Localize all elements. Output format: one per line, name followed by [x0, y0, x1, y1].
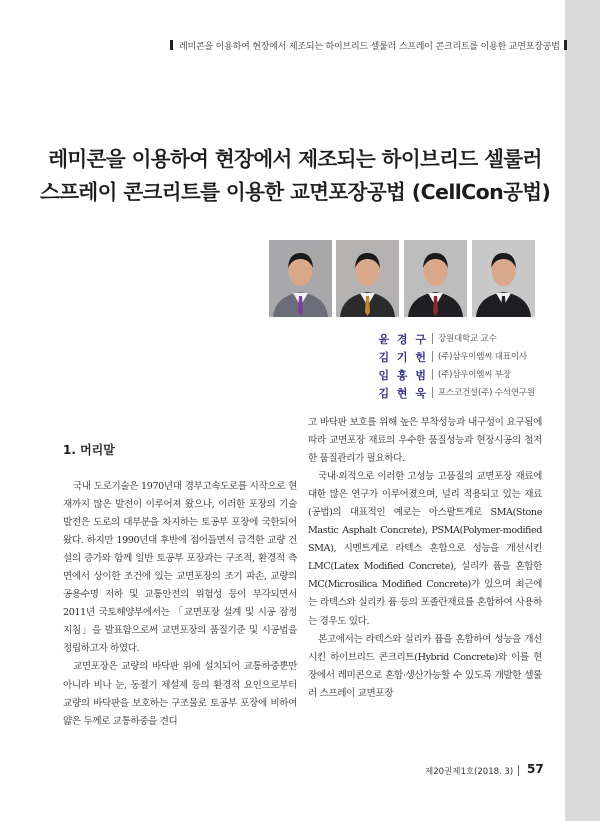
page-edge-strip: [565, 0, 600, 821]
body-paragraph: 국내 도로기술은 1970년대 경부고속도로를 시작으로 현재까지 많은 발전이 이루어져 왔으나, 이러한 포장의 기술 발전은 도로의 대부분을 차지하는 토공부 포장에 국한되어 왔다. 하지만 1990년대 후반에 접어들면서 급격한 교량 건설의 증가와 함께 일반 토공부 포장과는 구조적, 환경적 측면에서 상이한 조건에 있는 교면포장의 조기 파손, 교량의 공용수명 저하 및 교통안전의 위험성 등이 부각되면서 2011년 국토해양부에서는 「교면포장 설계 및 시공 잠정지침」을 발표함으로써 교면포장의 품질기준 및 시공법을 정립하고자 하였다.: [63, 481, 297, 655]
running-header: [170, 39, 565, 52]
author-entry: [330, 349, 570, 367]
author-name: 윤 경 구: [378, 333, 428, 346]
page-number: 57: [527, 762, 544, 776]
author-divider: [432, 333, 433, 344]
author-photo-2: [336, 240, 399, 317]
running-header-text: 레미콘을 이용하여 현장에서 제조되는 하이브리드 셀룰러 스프레이 콘크리트를 이용한 교면포장공법: [179, 42, 560, 52]
author-entry: [330, 331, 570, 349]
author-affiliation: 포스코건설(주) 수석연구원: [438, 388, 535, 398]
author-entry: [330, 367, 570, 385]
portrait-icon: [269, 240, 332, 317]
portrait-icon: [404, 240, 467, 317]
author-affiliation: (주)삼우이엠씨 대표이사: [438, 352, 527, 362]
author-name: 김 기 헌: [378, 351, 428, 364]
article-title-line-2: 스프레이 콘크리트를 이용한 교면포장공법 (CellCon공법): [40, 180, 551, 204]
body-paragraph: 고 바닥판 보호를 위해 높은 부착성능과 내구성이 요구됨에 따라 교면포장 재료의 우수한 품질성능과 현장시공의 철저한 품질관리가 필요하다.: [308, 417, 542, 465]
author-divider: [432, 387, 433, 398]
author-name: 김 현 욱: [378, 387, 428, 400]
portrait-icon: [336, 240, 399, 317]
author-divider: [432, 351, 433, 362]
article-title-line-1: 레미콘을 이용하여 현장에서 제조되는 하이브리드 셀룰러: [48, 147, 542, 171]
author-photo-1: [269, 240, 332, 317]
author-affiliation: (주)삼우이엠씨 부장: [438, 370, 511, 380]
body-paragraph: 본고에서는 라텍스와 실리카 퓸을 혼합하여 성능을 개선시킨 하이브리드 콘크리트(Hybrid Concrete)와 이를 현장에서 레미콘으로 혼합·생산가능할 수 있도록 개발한 셀룰러 스프레이 교면포장: [308, 633, 542, 699]
body-column-left: [63, 478, 297, 731]
section-heading: 1. 머리말: [63, 443, 115, 457]
body-paragraph: 국내·외적으로 이러한 고성능 고품질의 교면포장 재료에 대한 많은 연구가 이루어졌으며, 널리 적용되고 있는 재료(공법)의 대표적인 예로는 아스팔트계로 SMA(Stone Mastic Asphalt Concrete), PSMA(Polymer-modified SMA), 시멘트계로 라텍스 혼합으로 성능을 개선시킨 LMC(Latex Modified Concrete), 실리카 퓸을 혼합한 MC(Microsilica Modified Concrete)가 있으며 최근에는 라텍스와 실리카 퓸 등의 포졸란재료를 혼합하여 사용하는 경우도 있다.: [308, 471, 542, 627]
portrait-icon: [472, 240, 535, 317]
footer-divider: [518, 765, 519, 776]
author-entry: [330, 385, 570, 403]
body-column-right: [308, 414, 542, 703]
author-affiliation: 강원대학교 교수: [438, 334, 497, 344]
author-name: 임 홍 범: [378, 369, 428, 382]
body-paragraph: 교면포장은 교량의 바닥판 위에 설치되어 교통하중뿐만 아니라 비나 눈, 동절기 제설제 등의 환경적 요인으로부터 교량의 바닥판을 보호하는 구조물로 토공부 포장에 비하여 얇은 두께로 교통하중을 견디: [63, 661, 297, 727]
issue-info: 제20권제1호(2018. 3): [425, 767, 514, 777]
author-divider: [432, 369, 433, 380]
author-photo-4: [472, 240, 535, 317]
author-photo-3: [404, 240, 467, 317]
header-bar-right: [564, 40, 567, 50]
header-bar-left: [170, 40, 173, 50]
